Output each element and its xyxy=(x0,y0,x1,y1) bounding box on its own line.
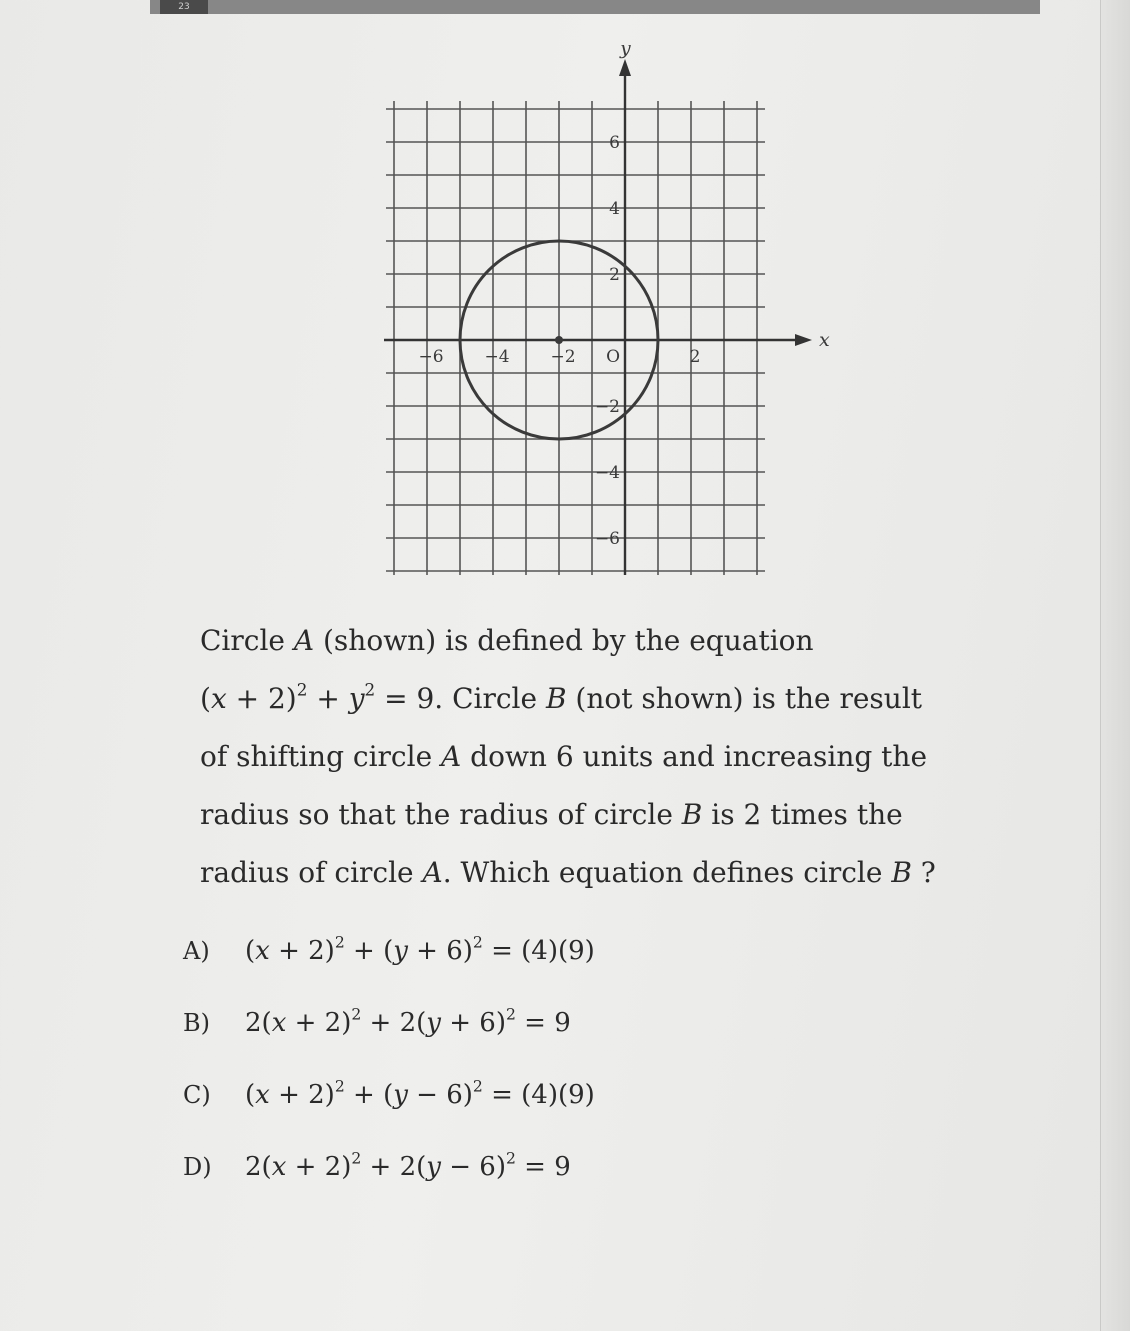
text-run: + 2) xyxy=(269,1080,335,1110)
variable: B xyxy=(681,798,703,831)
text-run: + 2) xyxy=(226,682,297,715)
text-run: = (4)(9) xyxy=(482,936,595,966)
text-run: ( xyxy=(245,1080,256,1110)
origin-label: O xyxy=(606,347,620,367)
text-run: − 6) xyxy=(407,1080,473,1110)
stem-line xyxy=(200,612,1000,670)
variable: x xyxy=(255,936,270,966)
stem-line xyxy=(200,728,1000,786)
text-run: (shown) is defined by the equation xyxy=(314,624,814,657)
exponent: 2 xyxy=(334,933,345,952)
text-run: − 6) xyxy=(440,1152,506,1182)
exponent: 2 xyxy=(505,1149,516,1168)
choice-letter: A) xyxy=(183,937,210,965)
text-run: = (4)(9) xyxy=(482,1080,595,1110)
y-tick-label: 6 xyxy=(609,133,620,153)
coordinate-graph xyxy=(370,45,840,575)
question-stem xyxy=(200,612,1000,902)
exponent: 2 xyxy=(364,679,376,700)
text-run: (not shown) is the result xyxy=(566,682,923,715)
text-run: is 2 times the xyxy=(702,798,903,831)
exponent: 2 xyxy=(351,1005,362,1024)
text-run: radius of circle xyxy=(200,856,423,889)
text-run: + 6) xyxy=(440,1008,506,1038)
choice-letter: C) xyxy=(183,1081,211,1109)
y-tick-label: −2 xyxy=(594,397,620,417)
x-tick-label: 2 xyxy=(689,347,701,367)
choice-equation xyxy=(245,993,571,1053)
exponent: 2 xyxy=(334,1077,345,1096)
text-run: ( xyxy=(200,682,211,715)
answer-choice-c[interactable] xyxy=(183,1059,883,1131)
text-run: + ( xyxy=(344,1080,394,1110)
answer-choices xyxy=(183,915,883,1203)
stem-line xyxy=(200,844,1000,902)
text-run: + ( xyxy=(344,936,394,966)
variable: A xyxy=(422,856,443,889)
text-run: 2( xyxy=(245,1152,272,1182)
text-run: . Which equation defines circle xyxy=(442,856,892,889)
y-axis-arrow xyxy=(619,59,631,76)
top-header-strip xyxy=(150,0,1040,14)
x-axis-arrow xyxy=(795,334,812,346)
answer-choice-d[interactable] xyxy=(183,1131,883,1203)
circle-a-center-point xyxy=(555,336,563,344)
choice-letter: B) xyxy=(183,1009,210,1037)
variable: y xyxy=(426,1008,441,1038)
variable: x xyxy=(255,1080,270,1110)
y-tick-label: 2 xyxy=(609,265,620,285)
x-axis-label: x xyxy=(819,329,830,351)
x-tick-label: −4 xyxy=(484,347,510,367)
variable: B xyxy=(891,856,912,889)
page-edge xyxy=(1100,0,1130,1331)
text-run: = 9 xyxy=(515,1008,571,1038)
text-run: down 6 units and increasing the xyxy=(461,740,928,773)
exponent: 2 xyxy=(472,933,483,952)
text-run: Circle xyxy=(200,624,294,657)
exponent: 2 xyxy=(505,1005,516,1024)
graph-svg xyxy=(370,45,840,575)
text-run: + 2( xyxy=(361,1152,427,1182)
stem-line xyxy=(200,670,1000,728)
variable: B xyxy=(545,682,567,715)
question-number-badge: 23 xyxy=(160,0,208,14)
choice-letter: D) xyxy=(183,1153,212,1181)
variable: y xyxy=(393,1080,408,1110)
x-tick-label: −6 xyxy=(418,347,444,367)
text-run: ? xyxy=(911,856,936,889)
text-run: = 9. Circle xyxy=(375,682,546,715)
answer-choice-b[interactable] xyxy=(183,987,883,1059)
text-run: of shifting circle xyxy=(200,740,442,773)
variable: y xyxy=(348,682,365,715)
text-run: ( xyxy=(245,936,256,966)
x-tick-label: −2 xyxy=(550,347,576,367)
text-run: 2( xyxy=(245,1008,272,1038)
text-run: radius so that the radius of circle xyxy=(200,798,682,831)
text-run: + 2) xyxy=(269,936,335,966)
text-run: + 2) xyxy=(286,1008,352,1038)
y-axis-label: y xyxy=(620,45,631,59)
y-tick-label: −6 xyxy=(594,529,620,549)
choice-equation xyxy=(245,921,595,981)
stem-line xyxy=(200,786,1000,844)
exponent: 2 xyxy=(472,1077,483,1096)
variable: y xyxy=(426,1152,441,1182)
choice-equation xyxy=(245,1065,595,1125)
choice-equation xyxy=(245,1137,571,1197)
text-run: + 2( xyxy=(361,1008,427,1038)
variable: A xyxy=(441,740,462,773)
variable: x xyxy=(271,1008,287,1038)
text-run: = 9 xyxy=(515,1152,571,1182)
exponent: 2 xyxy=(296,679,308,700)
variable: y xyxy=(393,936,408,966)
exponent: 2 xyxy=(351,1149,362,1168)
y-tick-label: −4 xyxy=(594,463,620,483)
variable: A xyxy=(293,624,315,657)
answer-choice-a[interactable] xyxy=(183,915,883,987)
text-run: + xyxy=(307,682,349,715)
y-tick-label: 4 xyxy=(609,199,620,219)
variable: x xyxy=(210,682,227,715)
text-run: + 2) xyxy=(286,1152,352,1182)
variable: x xyxy=(271,1152,287,1182)
text-run: + 6) xyxy=(407,936,473,966)
